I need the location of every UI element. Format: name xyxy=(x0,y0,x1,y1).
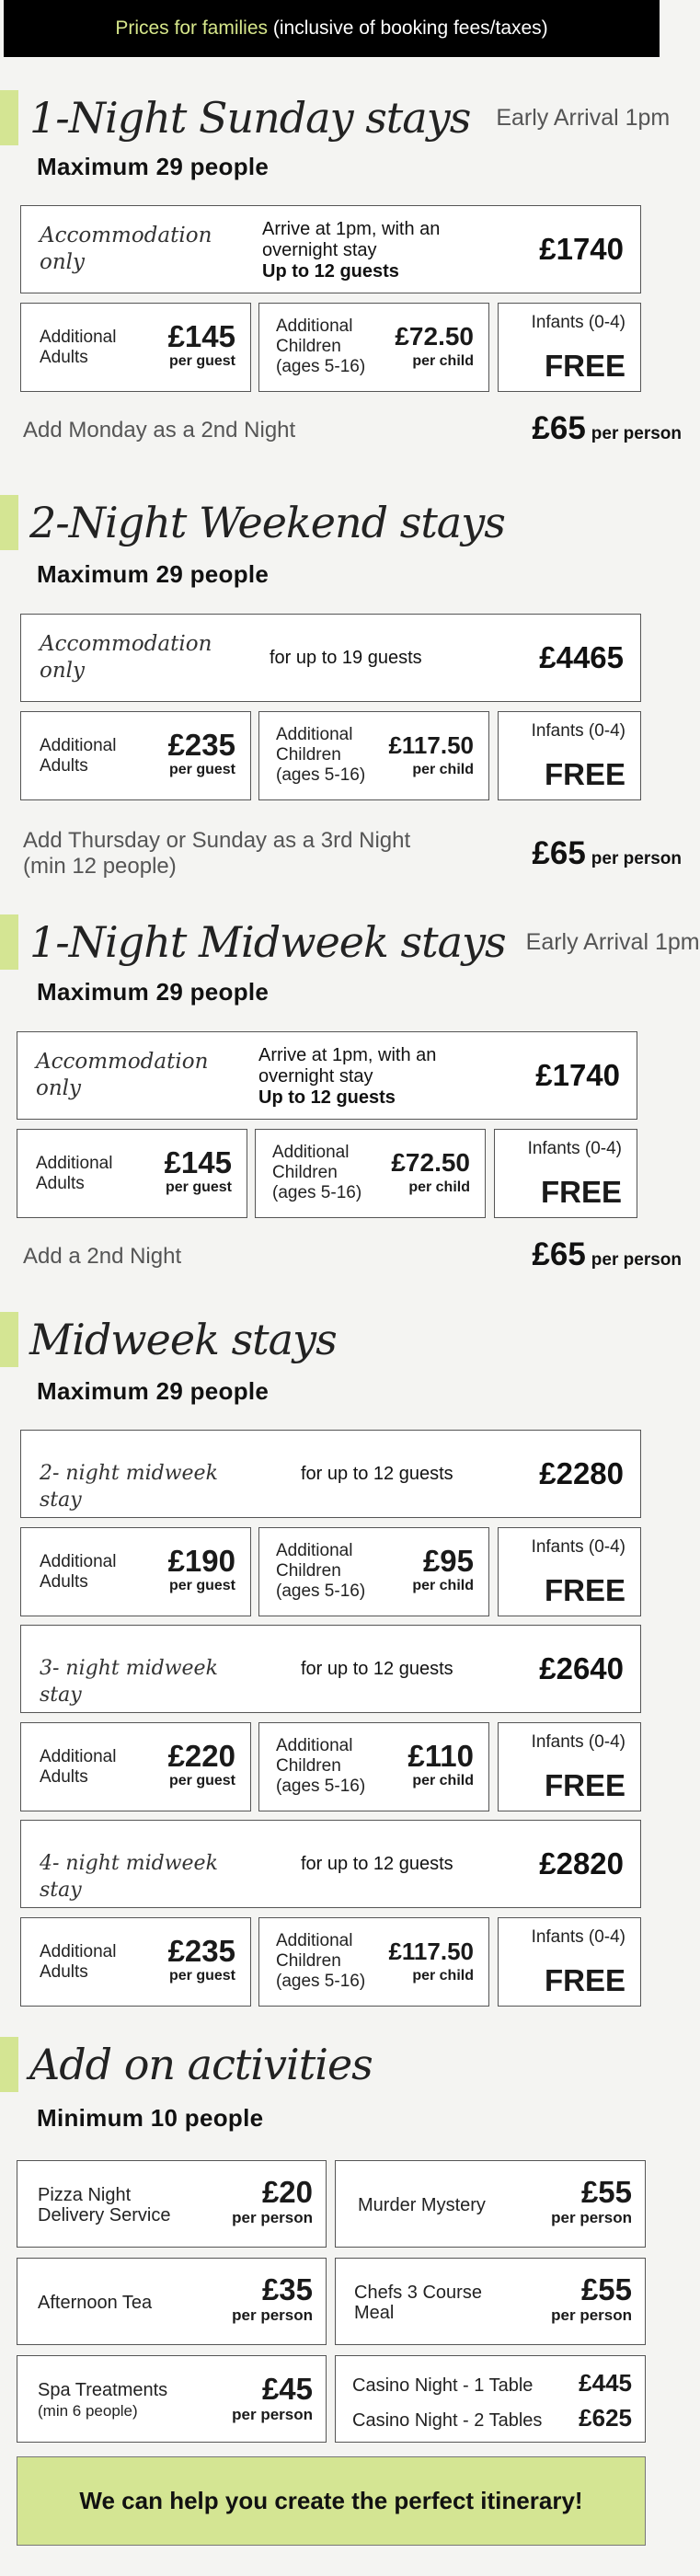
children-price xyxy=(412,1545,474,1594)
activity-price xyxy=(232,2176,313,2227)
stay-label: 3- night midweek stay xyxy=(40,1657,218,1707)
stay-price: £2640 xyxy=(539,1651,624,1685)
stay-label: 4- night midweek stay xyxy=(40,1852,218,1902)
children-price-card xyxy=(258,1722,489,1811)
extra-night-label: Add Monday as a 2nd Night xyxy=(23,418,296,443)
infants-price: FREE xyxy=(544,1963,625,1997)
price-value: £190 xyxy=(167,1544,235,1578)
adults-label: Additional Adults xyxy=(40,1942,117,1982)
activity-label: Murder Mystery xyxy=(358,2195,486,2215)
price-unit: per person xyxy=(591,849,682,868)
section-title: Midweek stays xyxy=(29,1315,337,1364)
price-value: £145 xyxy=(164,1145,232,1179)
adults-price xyxy=(168,320,235,370)
price-value: £235 xyxy=(167,1934,235,1968)
section-header-weekend xyxy=(0,495,505,550)
adults-label: Additional Adults xyxy=(40,328,117,367)
price-value: £95 xyxy=(422,1544,474,1578)
children-label: Additional Children (ages 5-16) xyxy=(276,1931,366,1991)
activity-price xyxy=(232,2273,313,2325)
adults-price-card xyxy=(20,1917,251,2007)
infants-price: FREE xyxy=(544,1768,625,1802)
price-unit: per child xyxy=(412,1578,474,1593)
children-price xyxy=(407,1740,474,1789)
max-capacity xyxy=(37,978,269,1006)
adults-price-card xyxy=(20,711,251,800)
casino-price: £445 xyxy=(579,2369,632,2397)
activity-pizza-night[interactable] xyxy=(17,2160,327,2248)
pricing-banner xyxy=(4,0,660,57)
midweek-stay-card xyxy=(20,1820,641,1908)
midweek-stay-card xyxy=(20,1430,641,1518)
stay-label: 2- night midweek stay xyxy=(40,1462,218,1512)
max-value: 29 people xyxy=(155,978,270,1006)
adults-label: Additional Adults xyxy=(40,736,117,776)
adults-price-card xyxy=(20,1527,251,1616)
children-price-card xyxy=(258,1917,489,2007)
casino-1-table xyxy=(352,2369,632,2398)
children-price xyxy=(395,320,474,370)
adults-label: Additional Adults xyxy=(36,1154,113,1193)
adults-price xyxy=(168,1545,235,1594)
adults-label: Additional Adults xyxy=(40,1552,117,1592)
price-value: £72.50 xyxy=(395,322,474,351)
details-line: overnight stay xyxy=(262,240,377,260)
extra-night-price xyxy=(532,835,682,872)
price-unit: per child xyxy=(412,1773,474,1788)
price-value: £65 xyxy=(532,835,586,871)
children-label: Additional Children (ages 5-16) xyxy=(276,1541,366,1601)
section-subtitle: Early Arrival 1pm xyxy=(525,928,700,955)
price-value: £145 xyxy=(167,319,235,353)
accommodation-details xyxy=(262,219,440,282)
extra-night-price xyxy=(532,410,682,447)
min-label: Minimum xyxy=(37,2104,144,2132)
price-unit: per child xyxy=(412,1968,474,1984)
activity-note: (min 6 people) xyxy=(38,2402,138,2420)
price-value: £65 xyxy=(532,1236,586,1272)
price-unit: per person xyxy=(591,1250,682,1270)
max-capacity xyxy=(37,1377,269,1406)
price-unit: per guest xyxy=(168,1773,235,1788)
price-value: £20 xyxy=(261,2175,313,2209)
min-capacity xyxy=(37,2104,263,2133)
section-title: 1-Night Sunday stays xyxy=(29,93,471,143)
children-label: Additional Children (ages 5-16) xyxy=(276,316,366,376)
accommodation-details xyxy=(258,1045,436,1109)
accommodation-label: Accommodation only xyxy=(36,1050,209,1100)
price-unit: per child xyxy=(412,353,474,369)
children-price xyxy=(388,1935,474,1984)
max-label: Maximum xyxy=(37,1377,150,1405)
price-unit: per guest xyxy=(168,353,235,369)
section-subtitle: Early Arrival 1pm xyxy=(496,104,671,131)
accommodation-card xyxy=(20,614,641,702)
infants-label: Infants (0-4) xyxy=(531,721,625,741)
price-value: £55 xyxy=(580,2272,632,2306)
accent-bar xyxy=(0,914,18,970)
accommodation-card xyxy=(20,205,641,293)
infants-price-card xyxy=(498,1527,641,1616)
children-price-card xyxy=(258,303,489,392)
price-unit: per person xyxy=(551,2209,632,2226)
activity-spa-treatments[interactable] xyxy=(17,2355,327,2443)
stay-price: £2820 xyxy=(539,1846,624,1880)
infants-price: FREE xyxy=(540,1175,622,1209)
adults-price-card xyxy=(20,1722,251,1811)
infants-price-card xyxy=(498,711,641,800)
price-unit: per person xyxy=(232,2209,313,2226)
price-value: £35 xyxy=(261,2272,313,2306)
children-price xyxy=(388,729,474,778)
infants-label: Infants (0-4) xyxy=(531,1927,625,1947)
casino-2-tables xyxy=(352,2404,632,2432)
accommodation-price: £4465 xyxy=(539,640,624,674)
activity-name: Spa Treatments xyxy=(38,2380,168,2400)
section-header-midweek-1-night xyxy=(0,914,700,970)
section-title: Add on activities xyxy=(29,2040,373,2089)
activity-price xyxy=(232,2373,313,2424)
details-guests: Up to 12 guests xyxy=(262,261,399,282)
activity-price xyxy=(551,2273,632,2325)
section-header-sunday xyxy=(0,90,670,145)
infants-label: Infants (0-4) xyxy=(531,313,625,332)
details-line: Arrive at 1pm, with an xyxy=(258,1045,437,1065)
activity-afternoon-tea[interactable] xyxy=(17,2258,327,2345)
price-value: £110 xyxy=(407,1739,474,1773)
accommodation-card xyxy=(17,1031,637,1120)
details-guests: Up to 12 guests xyxy=(258,1087,396,1108)
activity-label xyxy=(38,2380,167,2421)
price-value: £65 xyxy=(532,410,586,446)
accommodation-price: £1740 xyxy=(539,232,624,266)
details-line: overnight stay xyxy=(258,1066,373,1087)
accent-bar xyxy=(0,2037,18,2092)
activity-murder-mystery[interactable] xyxy=(335,2160,646,2248)
price-unit: per guest xyxy=(168,762,235,777)
infants-label: Infants (0-4) xyxy=(531,1732,625,1752)
price-unit: per person xyxy=(232,2306,313,2324)
max-value: 29 people xyxy=(155,560,270,588)
max-value: 29 people xyxy=(155,1377,270,1405)
price-unit: per child xyxy=(412,762,474,777)
activity-label: Pizza Night Delivery Service xyxy=(38,2185,171,2225)
children-label: Additional Children (ages 5-16) xyxy=(276,1736,366,1796)
activity-casino-night[interactable] xyxy=(335,2355,646,2443)
max-label: Maximum xyxy=(37,560,150,588)
infants-price: FREE xyxy=(544,349,625,383)
price-value: £117.50 xyxy=(388,1938,474,1965)
infants-price-card xyxy=(498,303,641,392)
price-unit: per guest xyxy=(168,1968,235,1984)
casino-label: Casino Night - 1 Table xyxy=(352,2375,534,2396)
extra-night-label: Add a 2nd Night xyxy=(23,1244,182,1269)
stay-guests: for up to 12 guests xyxy=(301,1464,453,1484)
infants-price-card xyxy=(494,1129,637,1218)
price-unit: per guest xyxy=(168,1578,235,1593)
children-label: Additional Children (ages 5-16) xyxy=(276,725,366,785)
adults-price xyxy=(168,1740,235,1789)
banner-highlight: Prices for families xyxy=(115,17,269,39)
price-value: £235 xyxy=(167,728,235,762)
price-value: £220 xyxy=(167,1739,235,1773)
section-title: 1-Night Midweek stays xyxy=(29,917,506,967)
price-unit: per child xyxy=(408,1179,470,1195)
activity-chefs-meal[interactable] xyxy=(335,2258,646,2345)
price-unit: per person xyxy=(591,424,682,443)
stay-guests: for up to 12 guests xyxy=(301,1854,453,1874)
casino-price: £625 xyxy=(579,2404,632,2432)
price-unit: per guest xyxy=(165,1179,232,1195)
children-price-card xyxy=(255,1129,486,1218)
accent-bar xyxy=(0,495,18,550)
infants-price-card xyxy=(498,1917,641,2007)
adults-price xyxy=(168,729,235,778)
activity-price xyxy=(551,2176,632,2227)
infants-price: FREE xyxy=(544,757,625,791)
infants-label: Infants (0-4) xyxy=(527,1139,622,1158)
section-title: 2-Night Weekend stays xyxy=(29,498,505,547)
section-header-midweek xyxy=(0,1312,337,1367)
stay-guests: for up to 12 guests xyxy=(301,1659,453,1679)
midweek-stay-card xyxy=(20,1625,641,1713)
accommodation-label: Accommodation only xyxy=(40,224,212,274)
accommodation-label: Accommodation only xyxy=(40,632,212,683)
max-capacity xyxy=(37,560,269,589)
banner-text: (inclusive of booking fees/taxes) xyxy=(268,17,548,39)
section-header-activities xyxy=(0,2037,373,2092)
infants-label: Infants (0-4) xyxy=(531,1537,625,1557)
price-value: £45 xyxy=(261,2372,313,2406)
children-label: Additional Children (ages 5-16) xyxy=(272,1143,362,1202)
max-value: 29 people xyxy=(155,153,270,180)
adults-label: Additional Adults xyxy=(40,1747,117,1787)
price-value: £117.50 xyxy=(388,731,474,759)
accommodation-price: £1740 xyxy=(535,1058,620,1092)
activity-label: Afternoon Tea xyxy=(38,2293,153,2313)
children-price-card xyxy=(258,711,489,800)
extra-night-label: Add Thursday or Sunday as a 3rd Night (min 12 people) xyxy=(23,828,411,879)
activity-label: Chefs 3 Course Meal xyxy=(354,2283,482,2323)
casino-label: Casino Night - 2 Tables xyxy=(352,2410,543,2431)
infants-price-card xyxy=(498,1722,641,1811)
price-unit: per person xyxy=(551,2306,632,2324)
accommodation-details: for up to 19 guests xyxy=(270,648,422,668)
max-label: Maximum xyxy=(37,153,150,180)
itinerary-cta-button[interactable]: We can help you create the perfect itinerary! xyxy=(17,2456,646,2546)
children-price xyxy=(391,1146,470,1196)
price-unit: per person xyxy=(232,2406,313,2423)
adults-price xyxy=(168,1935,235,1984)
min-value: 10 people xyxy=(150,2104,264,2132)
stay-price: £2280 xyxy=(539,1456,624,1490)
accent-bar xyxy=(0,1312,18,1367)
price-value: £72.50 xyxy=(391,1148,470,1177)
price-value: £55 xyxy=(580,2175,632,2209)
children-price-card xyxy=(258,1527,489,1616)
details-line: Arrive at 1pm, with an xyxy=(262,219,441,239)
adults-price xyxy=(165,1146,232,1196)
accent-bar xyxy=(0,90,18,145)
extra-night-price xyxy=(532,1236,682,1273)
infants-price: FREE xyxy=(544,1573,625,1607)
max-label: Maximum xyxy=(37,978,150,1006)
adults-price-card xyxy=(17,1129,247,1218)
adults-price-card xyxy=(20,303,251,392)
max-capacity xyxy=(37,153,269,181)
